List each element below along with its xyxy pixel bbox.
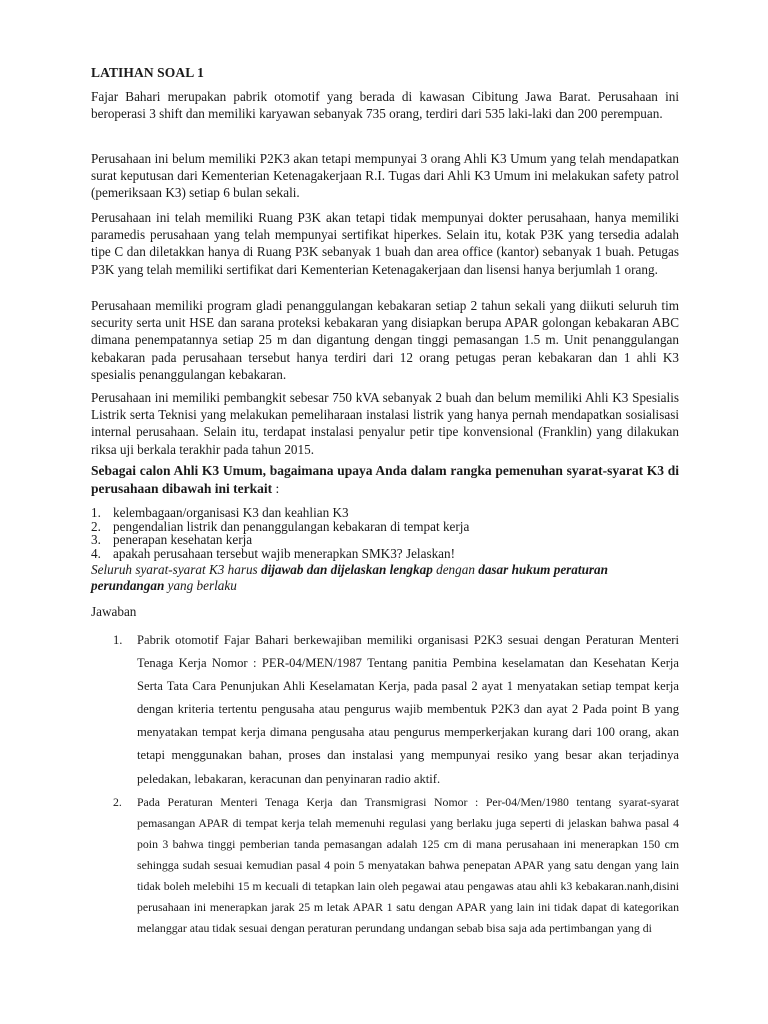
paragraph-company-profile: Fajar Bahari merupakan pabrik otomotif yang berada di kawasan Cibitung Jawa Barat. Perusahaan ini beroperasi 3 shift dan memiliki karyawan sebanyak 735 orang, terdiri dari 535 laki-laki dan 200 perempuan.: [91, 89, 679, 122]
note-text: Seluruh syarat-syarat K3 harus: [91, 562, 261, 577]
paragraph-p3k: Perusahaan ini telah memiliki Ruang P3K akan tetapi tidak mempunyai dokter perusahaan, hanya memiliki paramedis perusahaan yang telah mempunyai sertifikat hiperkes. Selain itu, kotak P3K yang tersedia adalah tipe C dan diletakkan hanya di Ruang P3K sebanyak 1 buah dan area office (kantor) sebanyak 1 buah. Petugas P3K yang telah memiliki sertifikat dari Kementerian Ketenagakerjaan dan lisensi hanya berjumlah 1 orang.: [91, 210, 679, 277]
question-item-text: kelembagaan/organisasi K3 dan keahlian K3: [113, 505, 349, 520]
answer-item: [91, 792, 679, 940]
paragraph-electric: Perusahaan ini memiliki pembangkit sebesar 750 kVA sebanyak 2 buah dan belum memiliki Ahli K3 Spesialis Listrik serta Teknisi yang melakukan pemeliharaan instalasi listrik yang hanya pernah mendapatkan sosialisasi internal perusahaan. Selain itu, terdapat instalasi penyalur petir tipe konvensional (Franklin) yang dilakukan riksa uji berkala terakhir pada tahun 2015.: [91, 390, 679, 457]
question-item-number: 1.: [91, 505, 101, 520]
note-text: yang berlaku: [164, 577, 237, 593]
answer-number: 1.: [113, 633, 123, 647]
answer-list: [91, 629, 679, 939]
question-item-number: 4.: [91, 545, 101, 561]
paragraph-p2k3: Perusahaan ini belum memiliki P2K3 akan tetapi mempunyai 3 orang Ahli K3 Umum yang telah mendapatkan surat keputusan dari Kementerian Ketenagakerjaan R.I. Tugas dari Ahli K3 Umum ini melakukan safety patrol (pemeriksaan K3) setiap 6 bulan sekali.: [91, 151, 679, 201]
paragraph-fire: Perusahaan memiliki program gladi penanggulangan kebakaran setiap 2 tahun sekali yang diikuti seluruh tim security serta unit HSE dan sarana proteksi kebakaran yang disiapkan berupa APAR golongan kebakaran ABC dimana penempatannya setiap 25 m dan digantung dengan tinggi pemasangan 1.5 m. Unit penanggulangan kebakaran pada perusahaan tersebut hanya terdiri dari 12 orang petugas peran kebakaran dan 1 ahli K3 spesialis penanggulangan kebakaran.: [91, 298, 679, 382]
answer-text: Pabrik otomotif Fajar Bahari berkewajiban memiliki organisasi P2K3 sesuai dengan Peraturan Menteri Tenaga Kerja Nomor : PER-04/MEN/1987 Tentang panitia Pembina keselamatan dan Kesehatan Kerja Serta Tata Cara Penunjukan Ahli Keselamatan Kerja, pada pasal 2 ayat 1 menyatakan setiap tempat kerja dengan kriteria tertentu pengusaha atau pengurus wajib membentuk P2K3 dan ayat 2 Pada point B yang menyatakan tempat kerja dimana pengusaha atau pengurus memperkerjakan kurang dari 100 orang, akan tetapi menggunakan bahan, proses dan instalasi yang mempunyai resiko yang besar akan terjadinya peledakan, lebakaran, keracunan dan penyinaran radio aktif.: [137, 633, 679, 786]
document-title: LATIHAN SOAL 1: [91, 65, 204, 80]
question-tail: :: [272, 480, 280, 496]
answer-heading: Jawaban: [91, 604, 137, 619]
question-item: [91, 547, 469, 561]
question-item-text: apakah perusahaan tersebut wajib menerapkan SMK3? Jelaskan!: [113, 545, 456, 561]
answer-item: [91, 629, 679, 791]
answer-text: Pada Peraturan Menteri Tenaga Kerja dan Transmigrasi Nomor : Per-04/Men/1980 tentang syarat-syarat pemasangan APAR di tempat kerja telah memenuhi regulasi yang berlaku juga seperti di jelaskan bahwa pasal 4 poin 3 bahwa tinggi pemberian tanda pemasangan adalah 125 cm di mana perusahaan ini menerapkan 150 cm sehingga sudah sesuai kemudian pasal 4 poin 5 menyatakan bahwa penepatan APAR yang satu dengan yang lain tidak boleh melebihi 15 m kecuali di tetapkan lain oleh pegawai atau pengawas atau ahli k3 kebakaran.nanh,disini perusahaan ini menerapkan jarak 25 m letak APAR 1 satu dengan APAR yang lain ini tidak dapat di kategorikan melanggar atau tidak sesuai dengan peraturan perundang undangan sebab bisa saja ada pertimbangan yang di: [137, 794, 679, 936]
answer-number: 2.: [113, 794, 122, 809]
question-bold-text: Sebagai calon Ahli K3 Umum, bagaimana upaya Anda dalam rangka pemenuhan syarat-syarat K3 di perusahaan dibawah ini terkait: [91, 463, 679, 496]
question-item-number: 2.: [91, 518, 101, 534]
note-text: dengan: [432, 562, 479, 577]
question-item: [91, 520, 469, 534]
question-item: [91, 506, 469, 520]
question-list: [91, 506, 469, 560]
instruction-note: [91, 562, 679, 593]
question-item-text: pengendalian listrik dan penanggulangan kebakaran di tempat kerja: [113, 518, 470, 534]
note-emphasis: dijawab dan dijelaskan lengkap: [260, 562, 433, 577]
question-item-text: penerapan kesehatan kerja: [113, 532, 253, 548]
question-prompt: [91, 462, 679, 497]
question-item-number: 3.: [91, 532, 101, 548]
note-emphasis: dasar hukum peraturan perundangan: [91, 562, 608, 593]
question-item: [91, 533, 469, 547]
